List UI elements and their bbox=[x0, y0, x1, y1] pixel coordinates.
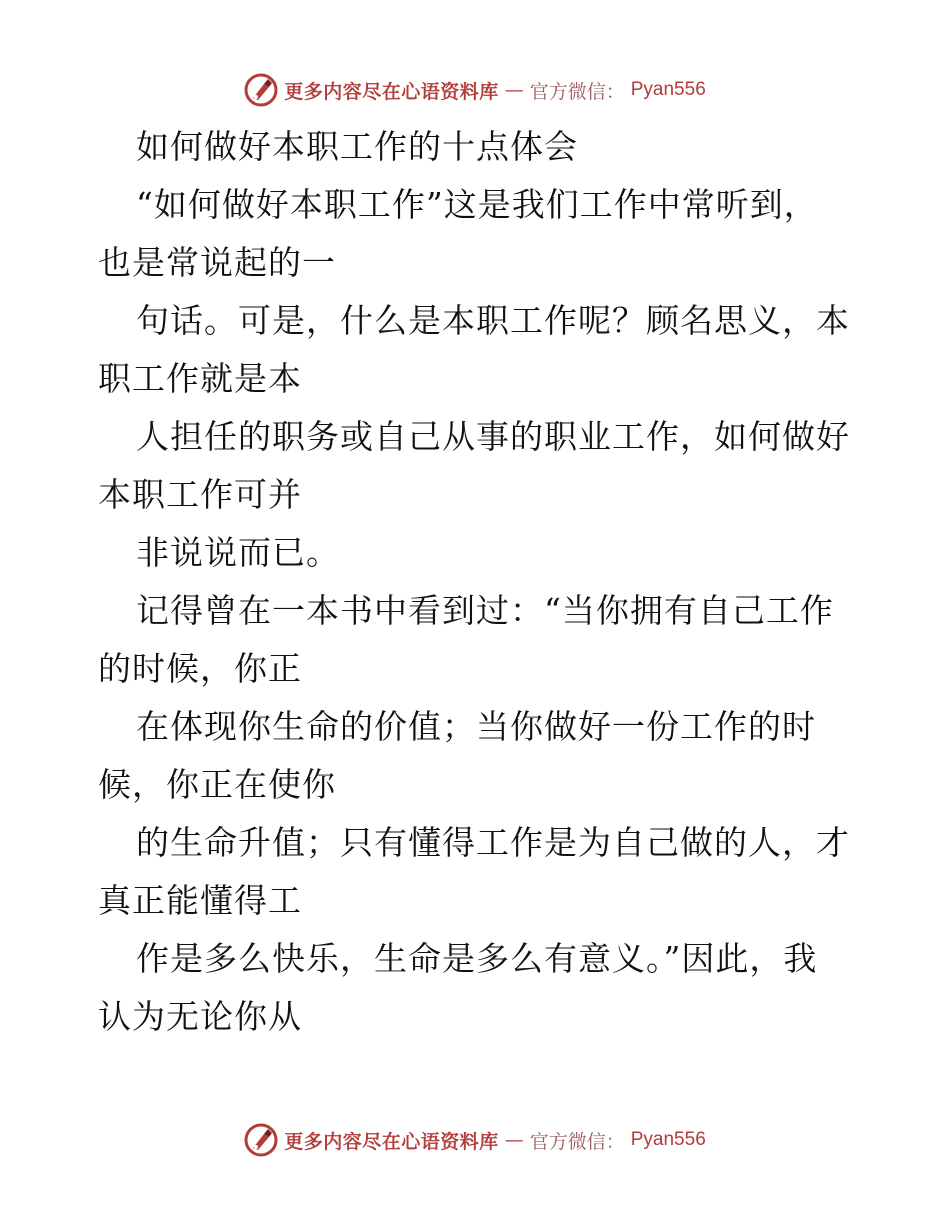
paragraph-line: 的生命升值；只有懂得工作是为自己做的人，才 bbox=[136, 823, 850, 862]
header-separator: — bbox=[504, 79, 524, 101]
pen-nib-logo-icon bbox=[244, 73, 278, 107]
header-wechat-id: Pyan556 bbox=[630, 79, 706, 100]
paragraph-line: 记得曾在一本书中看到过：“当你拥有自己工作 bbox=[136, 591, 834, 630]
paragraph-line: 真正能懂得工 bbox=[98, 881, 302, 920]
paragraph-line: 认为无论你从 bbox=[98, 997, 302, 1036]
header-brand-text: 更多内容尽在心语资料库 bbox=[284, 80, 499, 103]
paragraph-line: 在体现你生命的价值；当你做好一份工作的时 bbox=[136, 707, 816, 746]
pen-nib-logo-icon bbox=[244, 1123, 278, 1157]
paragraph-line: 也是常说起的一 bbox=[98, 243, 336, 282]
footer-banner bbox=[0, 1120, 950, 1160]
footer-wechat-label: 官方微信： bbox=[529, 1130, 625, 1153]
footer-wechat-id: Pyan556 bbox=[630, 1129, 706, 1150]
paragraph-line: 候，你正在使你 bbox=[98, 765, 336, 804]
header-wechat-label: 官方微信： bbox=[529, 80, 625, 103]
paragraph-line: 本职工作可并 bbox=[98, 475, 302, 514]
paragraph-line: 非说说而已。 bbox=[136, 533, 340, 572]
footer-separator: — bbox=[504, 1129, 524, 1151]
header-banner bbox=[0, 70, 950, 110]
paragraph-line: 作是多么快乐，生命是多么有意义。”因此，我 bbox=[136, 939, 818, 978]
document-body bbox=[98, 118, 858, 1046]
paragraph-line: 职工作就是本 bbox=[98, 359, 302, 398]
document-title: 如何做好本职工作的十点体会 bbox=[136, 127, 578, 166]
paragraph-line: 的时候，你正 bbox=[98, 649, 302, 688]
paragraph-line: 人担任的职务或自己从事的职业工作，如何做好 bbox=[136, 417, 850, 456]
paragraph-line: 句话。可是，什么是本职工作呢？顾名思义，本 bbox=[136, 301, 850, 340]
paragraph-line: “如何做好本职工作”这是我们工作中常听到， bbox=[136, 185, 818, 224]
footer-brand-text: 更多内容尽在心语资料库 bbox=[284, 1130, 499, 1153]
